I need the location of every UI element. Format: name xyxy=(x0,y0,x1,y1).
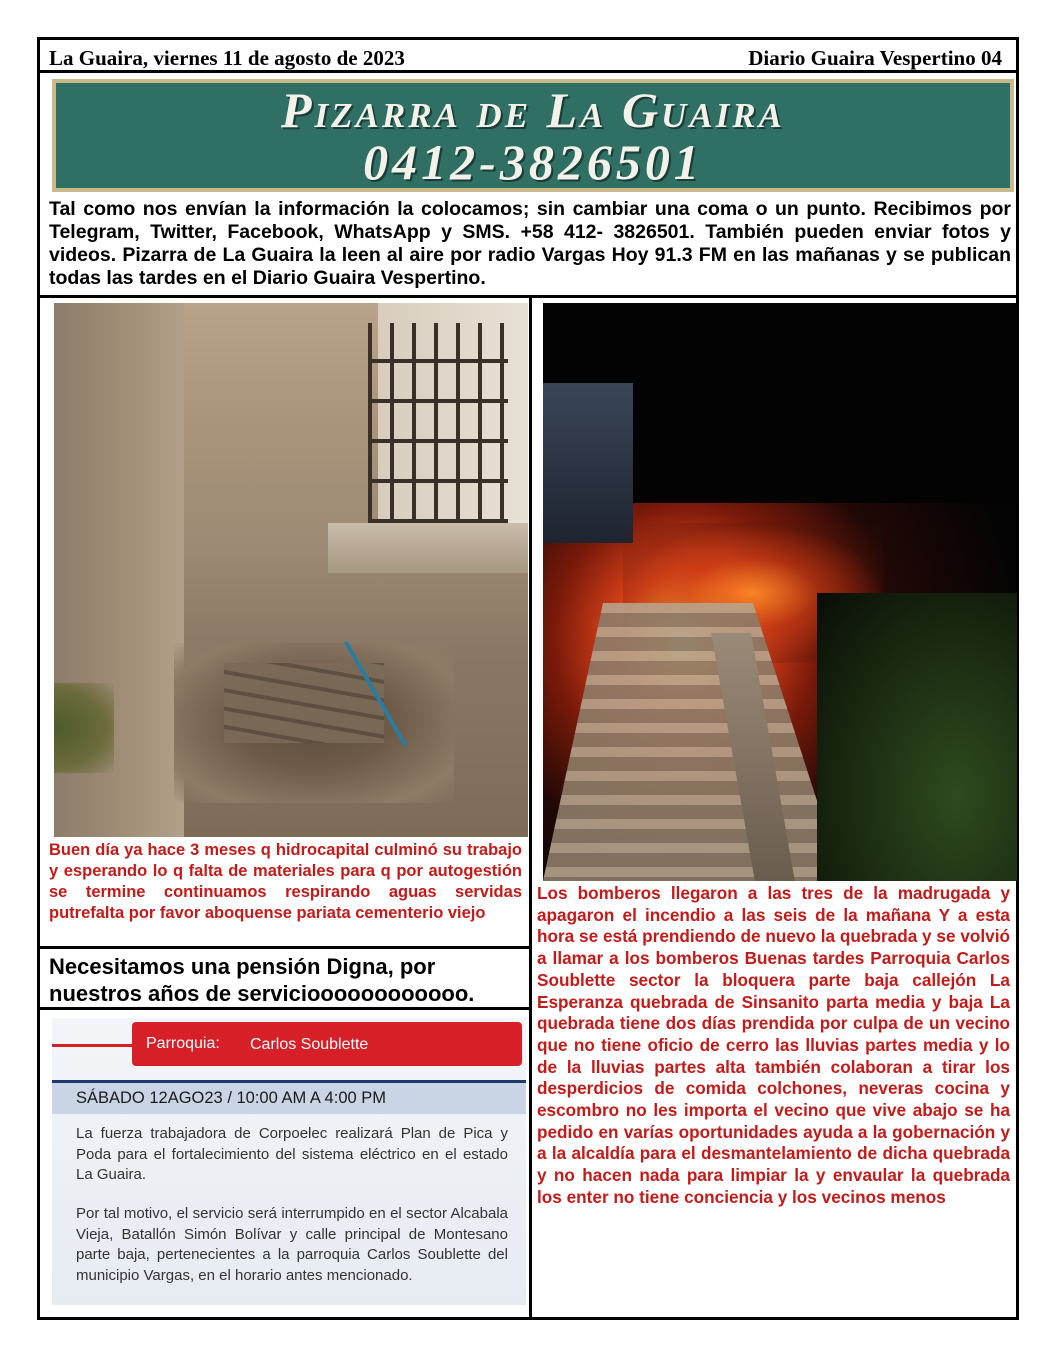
alley-photo xyxy=(54,303,528,837)
corpoelec-notice xyxy=(52,1018,526,1305)
photo-boards xyxy=(224,663,384,743)
pizarra-banner xyxy=(52,79,1014,192)
alley-caption: Buen día ya hace 3 meses q hidrocapital culminó su trabajo y esperando lo q falta de materiales para q por autogestión se termine continuamos respirando aguas servidas putrefalta por favor aboquense pariata cementerio viejo xyxy=(49,841,522,922)
intro-paragraph: Tal como nos envían la información la colocamos; sin cambiar una coma o un punto. Recibimos por Telegram, Twitter, Facebook, WhatsApp y SMS. +58 412- 3826501. También pueden enviar fotos y videos. Pizarra de La Guaira la leen al aire por radio Vargas Hoy 91.3 FM en las mañanas y se publican todas las tardes en el Diario Guaira Vespertino. xyxy=(49,198,1011,289)
fire-photo xyxy=(543,303,1017,881)
parish-label: Parroquia: xyxy=(146,1035,220,1052)
photo-grass xyxy=(54,683,114,773)
pension-text: Necesitamos una pensión Digna, por nuestros años de servicioooooooooooo. xyxy=(49,954,475,1006)
photo-window-grill xyxy=(368,323,508,523)
banner-phone: 0412-3826501 xyxy=(363,133,703,190)
divider-vertical xyxy=(529,295,532,1317)
date-line: La Guaira, viernes 11 de agosto de 2023 xyxy=(49,46,405,70)
newspaper-page xyxy=(37,37,1019,1320)
divider-horizontal xyxy=(40,295,1016,298)
notice-paragraph-2: Por tal motivo, el servicio será interrumpido en el sector Alcabala Vieja, Batallón Simón Bolívar y calle principal de Montesano parte baja, pertenecientes a la parroquia Carlos Soublette del municipio Vargas, en el horario antes mencionado. xyxy=(76,1205,508,1284)
parish-value: Carlos Soublette xyxy=(250,1036,369,1053)
notice-paragraph-1: La fuerza trabajadora de Corpoelec realizará Plan de Pica y Poda para el fortalecimiento del sistema eléctrico en el estado La Guaira. xyxy=(76,1125,508,1183)
fire-caption: Los bomberos llegaron a las tres de la madrugada y apagaron el incendio a las seis de la mañana Y a esta hora se está prendiendo de nuevo la quebrada y se volvió a llamar a los bomberos Buenas tardes Parroquia Carlos Soublette sector la bloquera parte baja callejón La Esperanza quebrada de Sinsanito parta media y baja La quebrada tiene dos días prendida por culpa de un vecino que no tiene oficio de cerro las lluvias partes media y lo de la lluvias partes alta también colaboran a tirar los desperdicios de comida colchones, neveras cocina y escombro no les importa el vecino que vive abajo se ha pedido en varías oportunidades ayuda a la gobernación y a la alcaldía para el desmantelamiento de dicha quebrada y no hacen nada para limpiar la y envaular la quebrada los enter no tiene conciencia y los vecinos menos xyxy=(537,883,1010,1207)
masthead-bar xyxy=(40,40,1016,73)
divider-pension-top xyxy=(40,946,531,949)
photo-house xyxy=(543,383,633,543)
notice-red-line xyxy=(52,1044,142,1047)
photo-plants xyxy=(817,593,1017,881)
divider-pension-bottom xyxy=(40,1007,531,1010)
photo-ledge xyxy=(328,523,528,573)
banner-title: Pizarra de La Guaira xyxy=(281,81,785,138)
notice-date-time: SÁBADO 12AGO23 / 10:00 AM A 4:00 PM xyxy=(76,1089,387,1107)
notice-parish-box xyxy=(132,1022,522,1066)
paper-name: Diario Guaira Vespertino 04 xyxy=(748,46,1002,70)
notice-date-band xyxy=(52,1080,526,1114)
